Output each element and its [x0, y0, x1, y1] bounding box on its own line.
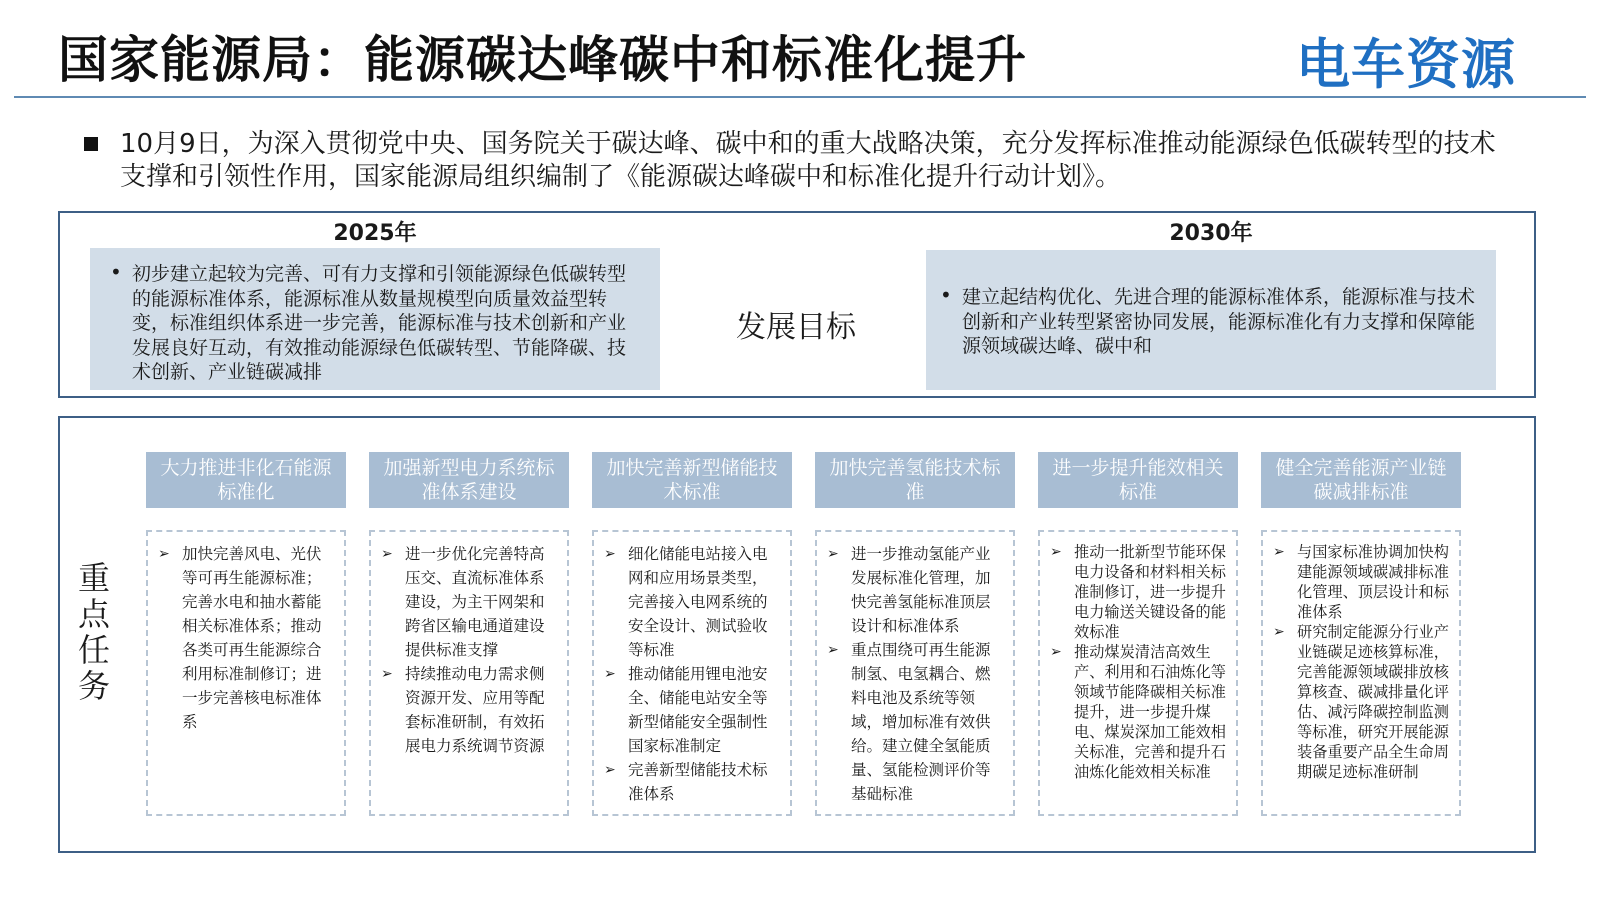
- task-item: ➢ 推动一批新型节能环保电力设备和材料相关标准制修订，进一步提升电力输送关键设备的能效标准: [1050, 543, 1226, 641]
- task-body-4: [815, 530, 1015, 816]
- arrow-bullet-icon: ➢: [381, 546, 393, 562]
- arrow-bullet-icon: ➢: [604, 666, 616, 682]
- arrow-bullet-icon: ➢: [604, 546, 616, 562]
- arrow-bullet-icon: ➢: [1050, 644, 1062, 660]
- arrow-bullet-icon: ➢: [827, 642, 839, 658]
- task-item: ➢ 研究制定能源分行业产业链碳足迹核算标准，完善能源领域碳排放核算核查、碳减排量化评估、减污降碳控制监测等标准，研究开展能源装备重要产品全生命周期碳足迹标准研制: [1273, 623, 1449, 781]
- task-heading-2: 加强新型电力系统标准体系建设: [369, 452, 569, 508]
- task-heading-5: 进一步提升能效相关标准: [1038, 452, 1238, 508]
- task-item: ➢ 完善新型储能技术标准体系: [604, 758, 780, 806]
- task-body-2: [369, 530, 569, 816]
- intro-text: 10月9日，为深入贯彻党中央、国务院关于碳达峰、碳中和的重大战略决策，充分发挥标准推动能源绿色低碳转型的技术支撑和引领性作用，国家能源局组织编制了《能源碳达峰碳中和标准化提升行动计划》。: [120, 129, 1496, 192]
- task-body-3: [592, 530, 792, 816]
- title-divider: [14, 96, 1586, 98]
- task-item: ➢ 加快完善风电、光伏等可再生能源标准；完善水电和抽水蓄能相关标准体系；推动各类可再生能源综合利用标准制修订；进一步完善核电标准体系: [158, 542, 334, 734]
- arrow-bullet-icon: ➢: [1273, 544, 1285, 560]
- task-item: ➢ 进一步推动氢能产业发展标准化管理，加快完善氢能标准顶层设计和标准体系: [827, 542, 1003, 638]
- arrow-bullet-icon: ➢: [381, 666, 393, 682]
- task-body-5: [1038, 530, 1238, 816]
- task-heading-1: 大力推进非化石能源标准化: [146, 452, 346, 508]
- arrow-bullet-icon: ➢: [158, 546, 170, 562]
- task-item: ➢ 推动煤炭清洁高效生产、利用和石油炼化等领域节能降碳相关标准提升，进一步提升煤电、煤炭深加工能效相关标准，完善和提升石油炼化能效相关标准: [1050, 643, 1226, 781]
- arrow-bullet-icon: ➢: [1273, 624, 1285, 640]
- page-title: 国家能源局：能源碳达峰碳中和标准化提升: [58, 31, 1027, 89]
- logo: 电车资源: [1296, 33, 1516, 96]
- goal-year-2025: 2025年: [333, 221, 417, 246]
- bullet-dot-icon: •: [940, 283, 952, 307]
- goal-panel-2030: [926, 250, 1496, 390]
- task-item: ➢ 进一步优化完善特高压交、直流标准体系建设，为主干网架和跨省区输电通道建设提供标准支撑: [381, 542, 557, 662]
- goal-text-2030: 建立起结构优化、先进合理的能源标准体系，能源标准与技术创新和产业转型紧密协同发展，能源标准化有力支撑和保障能源领域碳达峰、碳中和: [962, 286, 1476, 357]
- task-item: ➢ 持续推动电力需求侧资源开发、应用等配套标准研制，有效拓展电力系统调节资源: [381, 662, 557, 758]
- arrow-bullet-icon: ➢: [1050, 544, 1062, 560]
- arrow-bullet-icon: ➢: [604, 762, 616, 778]
- goal-panel-2025: [90, 248, 660, 390]
- side-label-char: 务: [77, 667, 110, 705]
- task-heading-4: 加快完善氢能技术标准: [815, 452, 1015, 508]
- task-item: ➢ 重点围绕可再生能源制氢、电氢耦合、燃料电池及系统等领域，增加标准有效供给。建立健全氢能质量、氢能检测评价等基础标准: [827, 638, 1003, 806]
- task-body-1: [146, 530, 346, 816]
- side-label-char: 重: [77, 559, 110, 597]
- task-heading-3: 加快完善新型储能技术标准: [592, 452, 792, 508]
- arrow-bullet-icon: ➢: [827, 546, 839, 562]
- side-label-char: 任: [77, 631, 110, 669]
- square-bullet-icon: [84, 137, 98, 151]
- task-heading-6: 健全完善能源产业链碳减排标准: [1261, 452, 1461, 508]
- task-item: ➢ 推动储能用锂电池安全、储能电站安全等新型储能安全强制性国家标准制定: [604, 662, 780, 758]
- side-label-char: 点: [77, 595, 110, 633]
- task-item: ➢ 细化储能电站接入电网和应用场景类型，完善接入电网系统的安全设计、测试验收等标准: [604, 542, 780, 662]
- goal-text-2025: 初步建立起较为完善、可有力支撑和引领能源绿色低碳转型的能源标准体系，能源标准从数量规模型向质量效益型转变，标准组织体系进一步完善，能源标准与技术创新和产业发展良好互动，有效推动能源绿色低碳转型、节能降碳、技术创新、产业链碳减排: [132, 263, 627, 383]
- goal-year-2030: 2030年: [1169, 221, 1253, 246]
- bullet-dot-icon: •: [110, 260, 122, 284]
- tasks-side-label: [74, 560, 114, 704]
- task-item: ➢ 与国家标准协调加快构建能源领域碳减排标准化管理、顶层设计和标准体系: [1273, 543, 1449, 621]
- goals-center-label: 发展目标: [736, 310, 856, 345]
- task-body-6: [1261, 530, 1461, 816]
- intro-paragraph: [84, 128, 1504, 194]
